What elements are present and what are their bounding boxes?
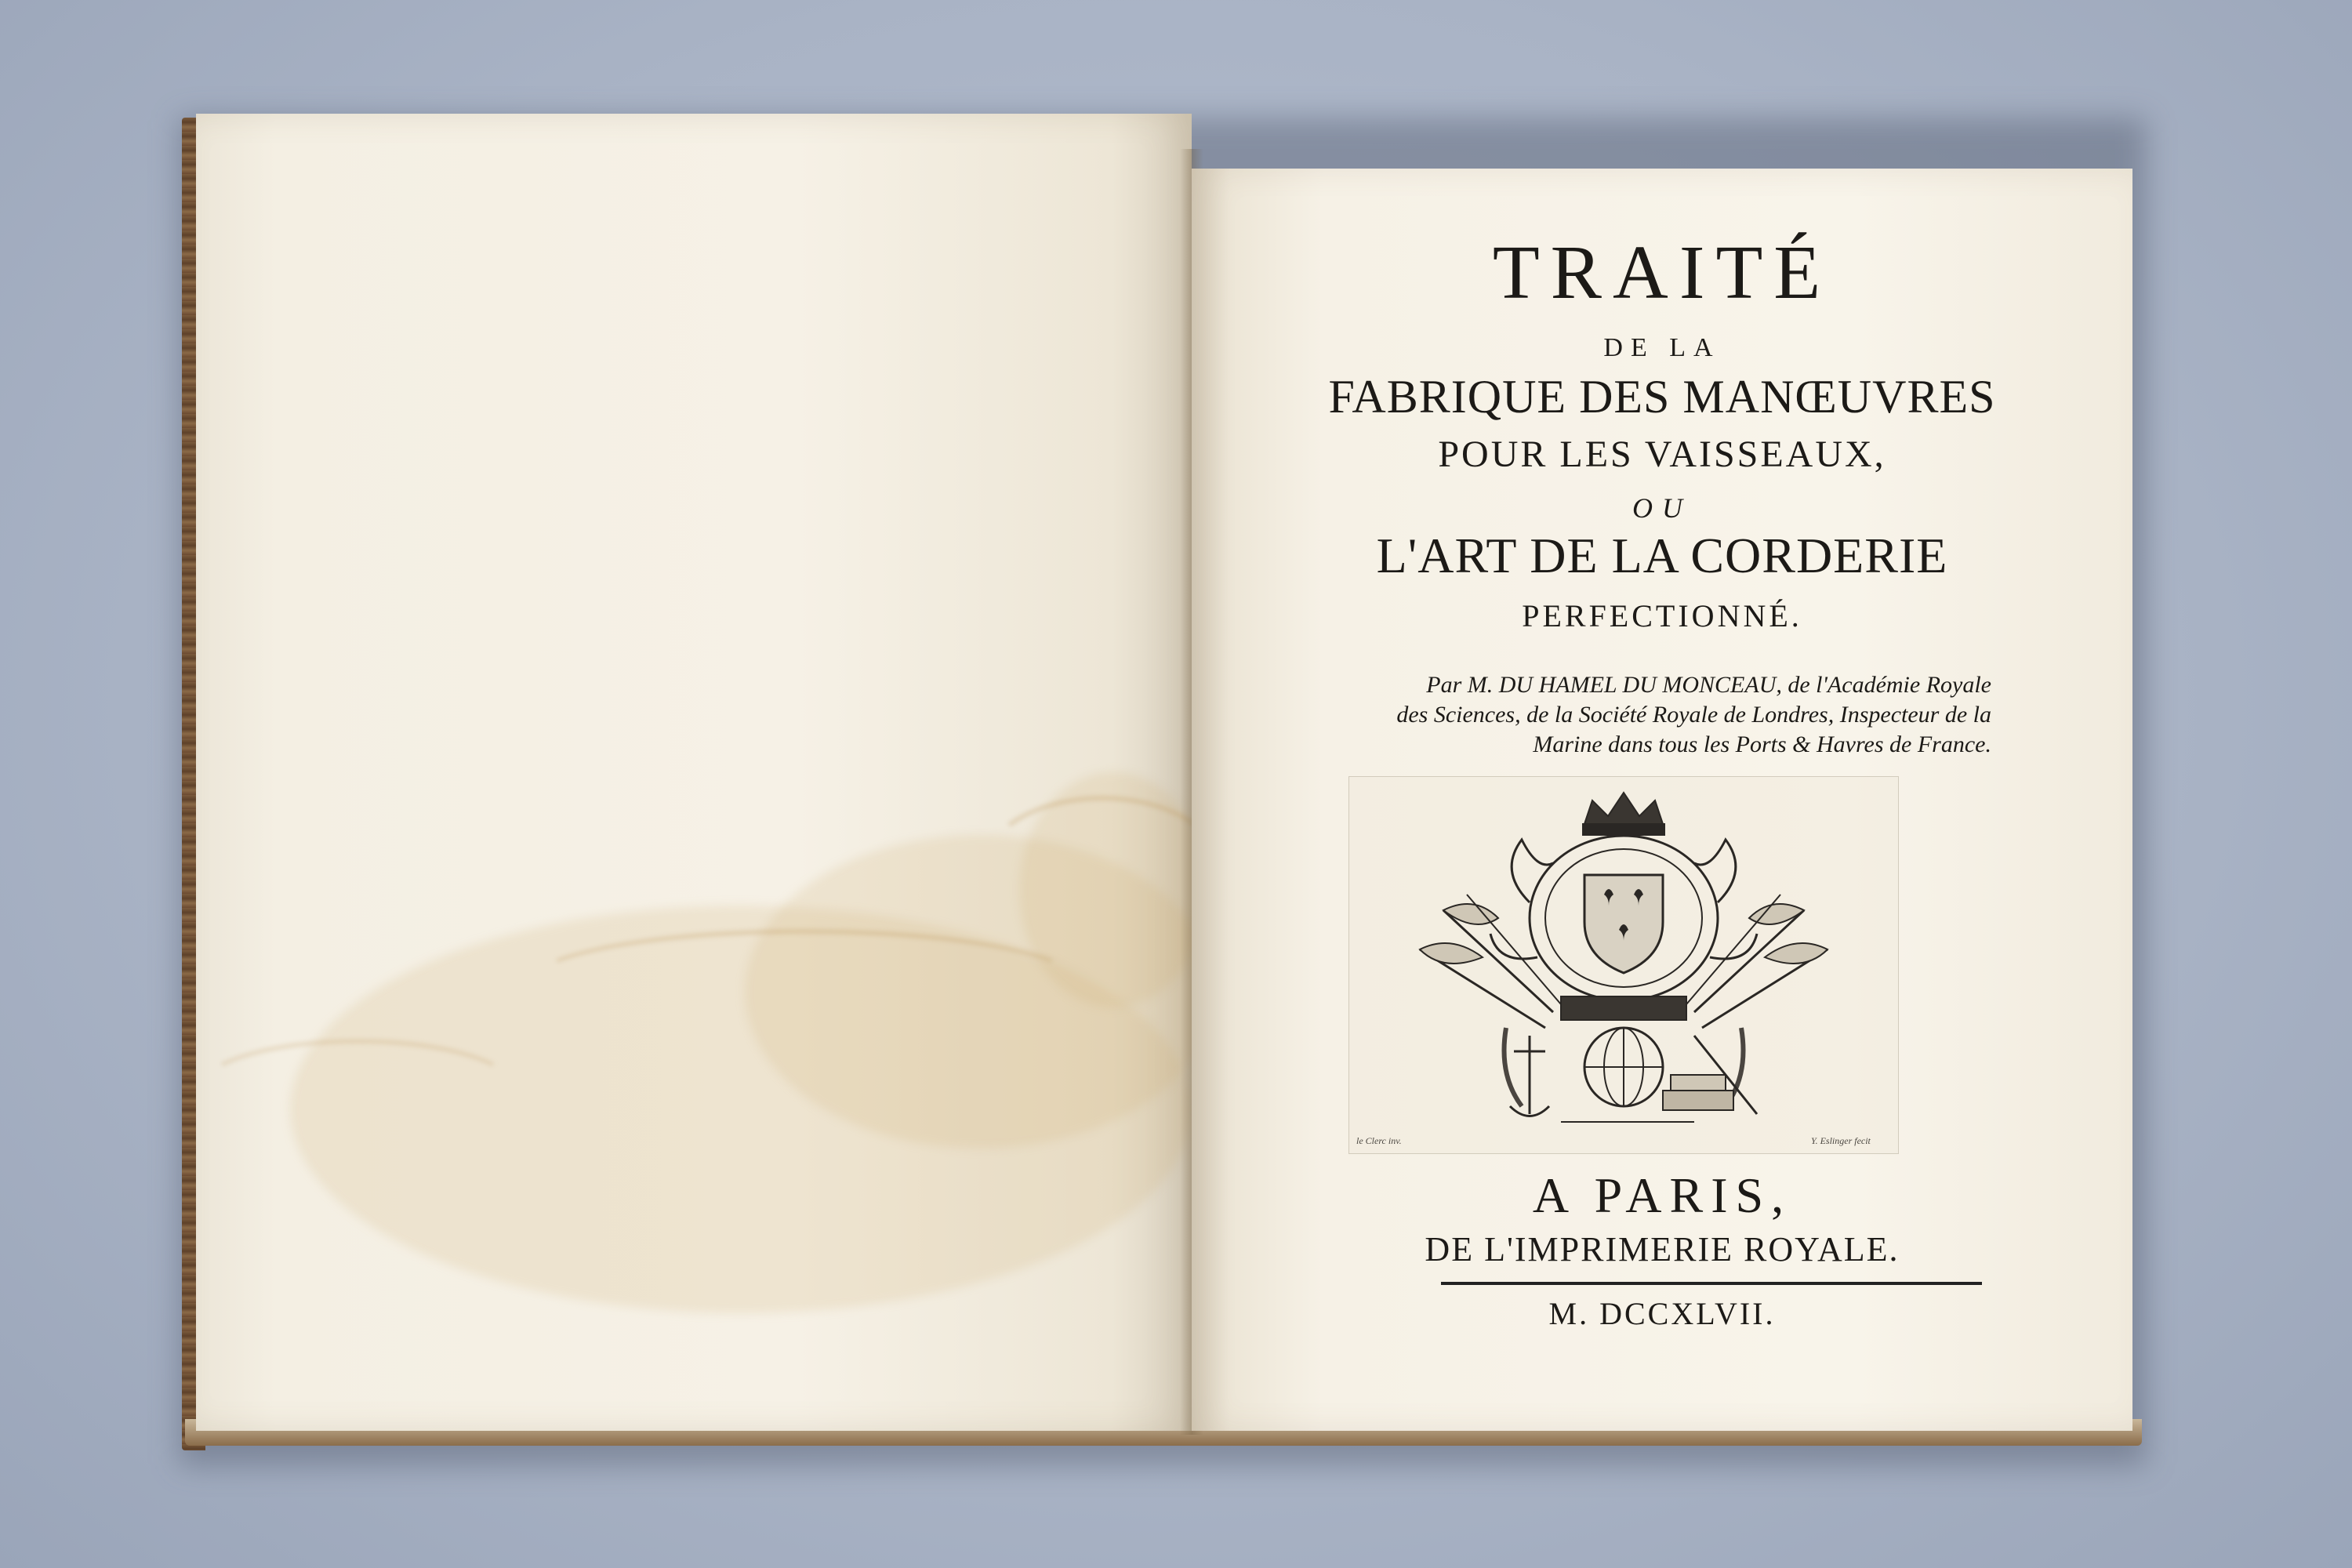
title-ou: OU bbox=[1632, 492, 1692, 524]
imprint-publisher: DE L'IMPRIMERIE ROYALE. bbox=[1425, 1230, 1900, 1269]
title-perfectionne: PERFECTIONNÉ. bbox=[1522, 598, 1802, 633]
royal-arms-engraving bbox=[1349, 777, 1898, 1153]
title-de-la: DE LA bbox=[1603, 333, 1721, 362]
imprint-date: M. DCCXLVII. bbox=[1548, 1296, 1776, 1331]
author-line: Par M. DU HAMEL DU MONCEAU, de l'Académie Royale bbox=[1426, 672, 1991, 698]
water-stain-edge bbox=[525, 929, 1083, 1040]
engraved-vignette bbox=[1348, 776, 1899, 1154]
title-art-de-la-corderie: L'ART DE LA CORDERIE bbox=[1376, 528, 1948, 583]
imprint-place: A PARIS, bbox=[1532, 1167, 1792, 1223]
title-fabrique: FABRIQUE DES MANŒUVRES bbox=[1328, 371, 1996, 423]
water-stain-edge bbox=[196, 1039, 519, 1142]
author-line: Marine dans tous les Ports & Havres de France. bbox=[1533, 731, 1991, 757]
engraving-credit-engraver: Y. Eslinger fecit bbox=[1811, 1135, 1871, 1146]
left-blank-page bbox=[196, 114, 1192, 1431]
author-line: des Sciences, de la Société Royale de Londres, Inspecteur de la bbox=[1396, 702, 1991, 728]
book-title: TRAITÉ bbox=[1492, 230, 1832, 315]
imprint-rule bbox=[1441, 1282, 1982, 1285]
title-pour-les-vaisseaux: POUR LES VAISSEAUX, bbox=[1438, 434, 1886, 475]
author-statement bbox=[1286, 670, 1991, 760]
engraving-credit-inventor: le Clerc inv. bbox=[1356, 1135, 1402, 1146]
